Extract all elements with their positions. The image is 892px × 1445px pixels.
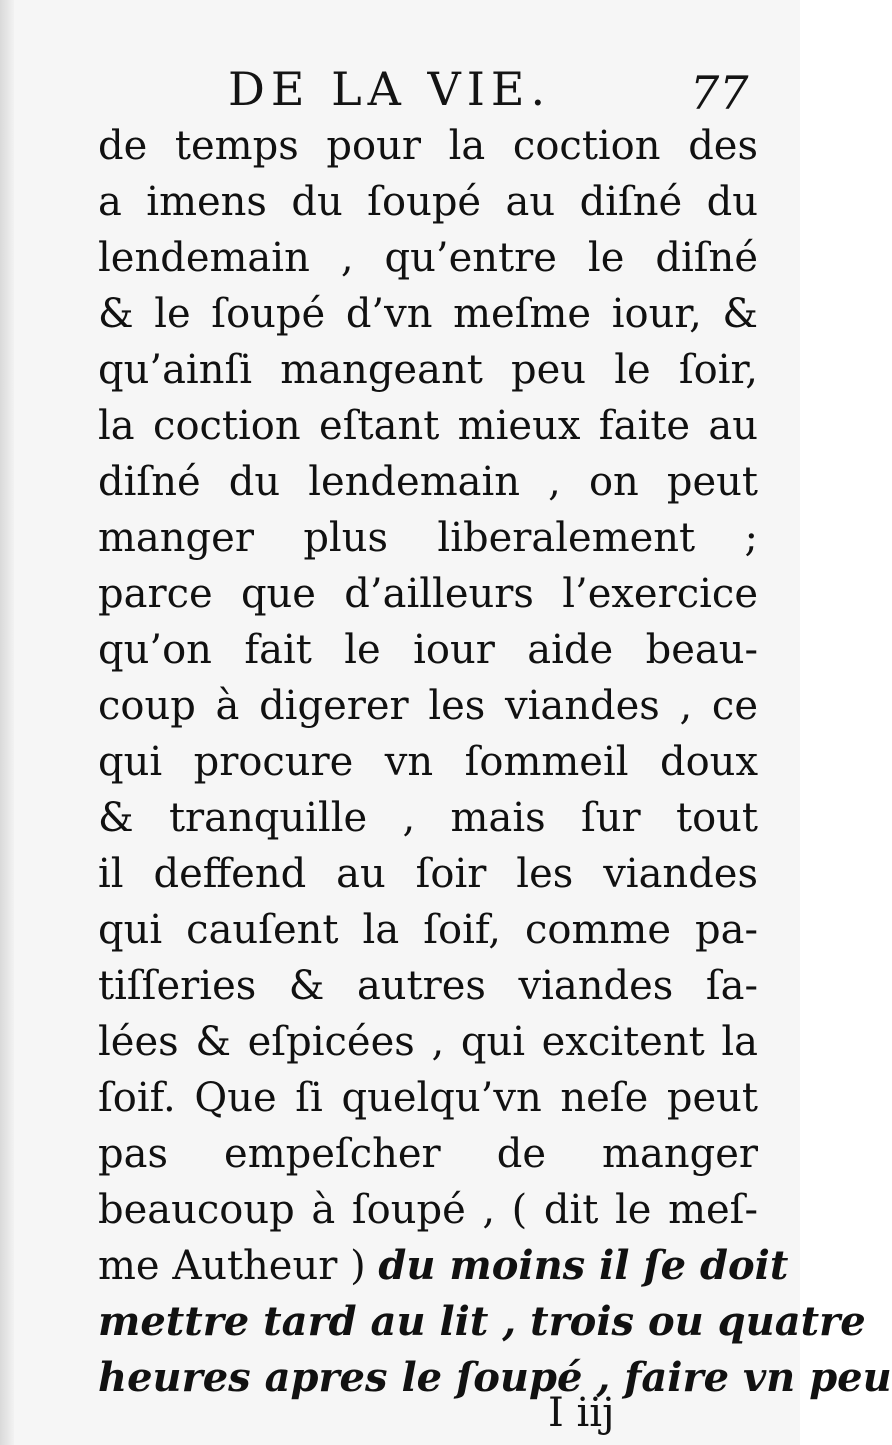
text-line: lées & eſpicées , qui excitent la — [98, 1019, 758, 1065]
running-title: DE LA VIE. — [228, 62, 552, 116]
roman-text: me Autheur ) — [98, 1243, 366, 1289]
page-number: 77 — [690, 66, 749, 120]
text-line: qui cauſent la ſoif, comme pa- — [98, 907, 758, 953]
text-line: ſoif. Que ſi quelqu’vn neſe peut — [98, 1075, 758, 1121]
text-line: il deffend au ſoir les viandes — [98, 851, 758, 897]
text-line: tiſſeries & autres viandes ſa- — [98, 963, 758, 1009]
text-line: & tranquille , mais ſur tout — [98, 795, 758, 841]
italic-text-line: mettre tard au lit , trois ou quatre — [98, 1298, 866, 1345]
signature-mark: I iij — [548, 1390, 615, 1436]
text-line: qui procure vn ſommeil doux — [98, 739, 758, 785]
text-line: a imens du ſoupé au diſné du — [98, 179, 758, 225]
text-line: de temps pour la coction des — [98, 123, 758, 169]
italic-text-line: heures apres le ſoupé , faire vn peu — [98, 1354, 892, 1401]
text-line: coup à digerer les viandes , ce — [98, 683, 758, 729]
text-line: manger plus liberalement ; — [98, 515, 758, 561]
text-line: pas empeſcher de manger — [98, 1131, 758, 1177]
italic-text: du moins il ſe doit — [378, 1242, 789, 1289]
text-line: qu’ainſi mangeant peu le ſoir, — [98, 347, 758, 393]
text-line: la coction eſtant mieux faite au — [98, 403, 758, 449]
page-gutter-shadow — [0, 0, 14, 1445]
text-line: qu’on fait le iour aide beau- — [98, 627, 758, 673]
text-line: parce que d’ailleurs l’exercice — [98, 571, 758, 617]
text-line: diſné du lendemain , on peut — [98, 459, 758, 505]
text-line: beaucoup à ſoupé , ( dit le meſ- — [98, 1187, 758, 1233]
text-line: & le ſoupé d’vn meſme iour, & — [98, 291, 758, 337]
text-line: lendemain , qu’entre le diſné — [98, 235, 758, 281]
mixed-text-line — [98, 1238, 789, 1294]
body-text — [98, 118, 892, 1406]
